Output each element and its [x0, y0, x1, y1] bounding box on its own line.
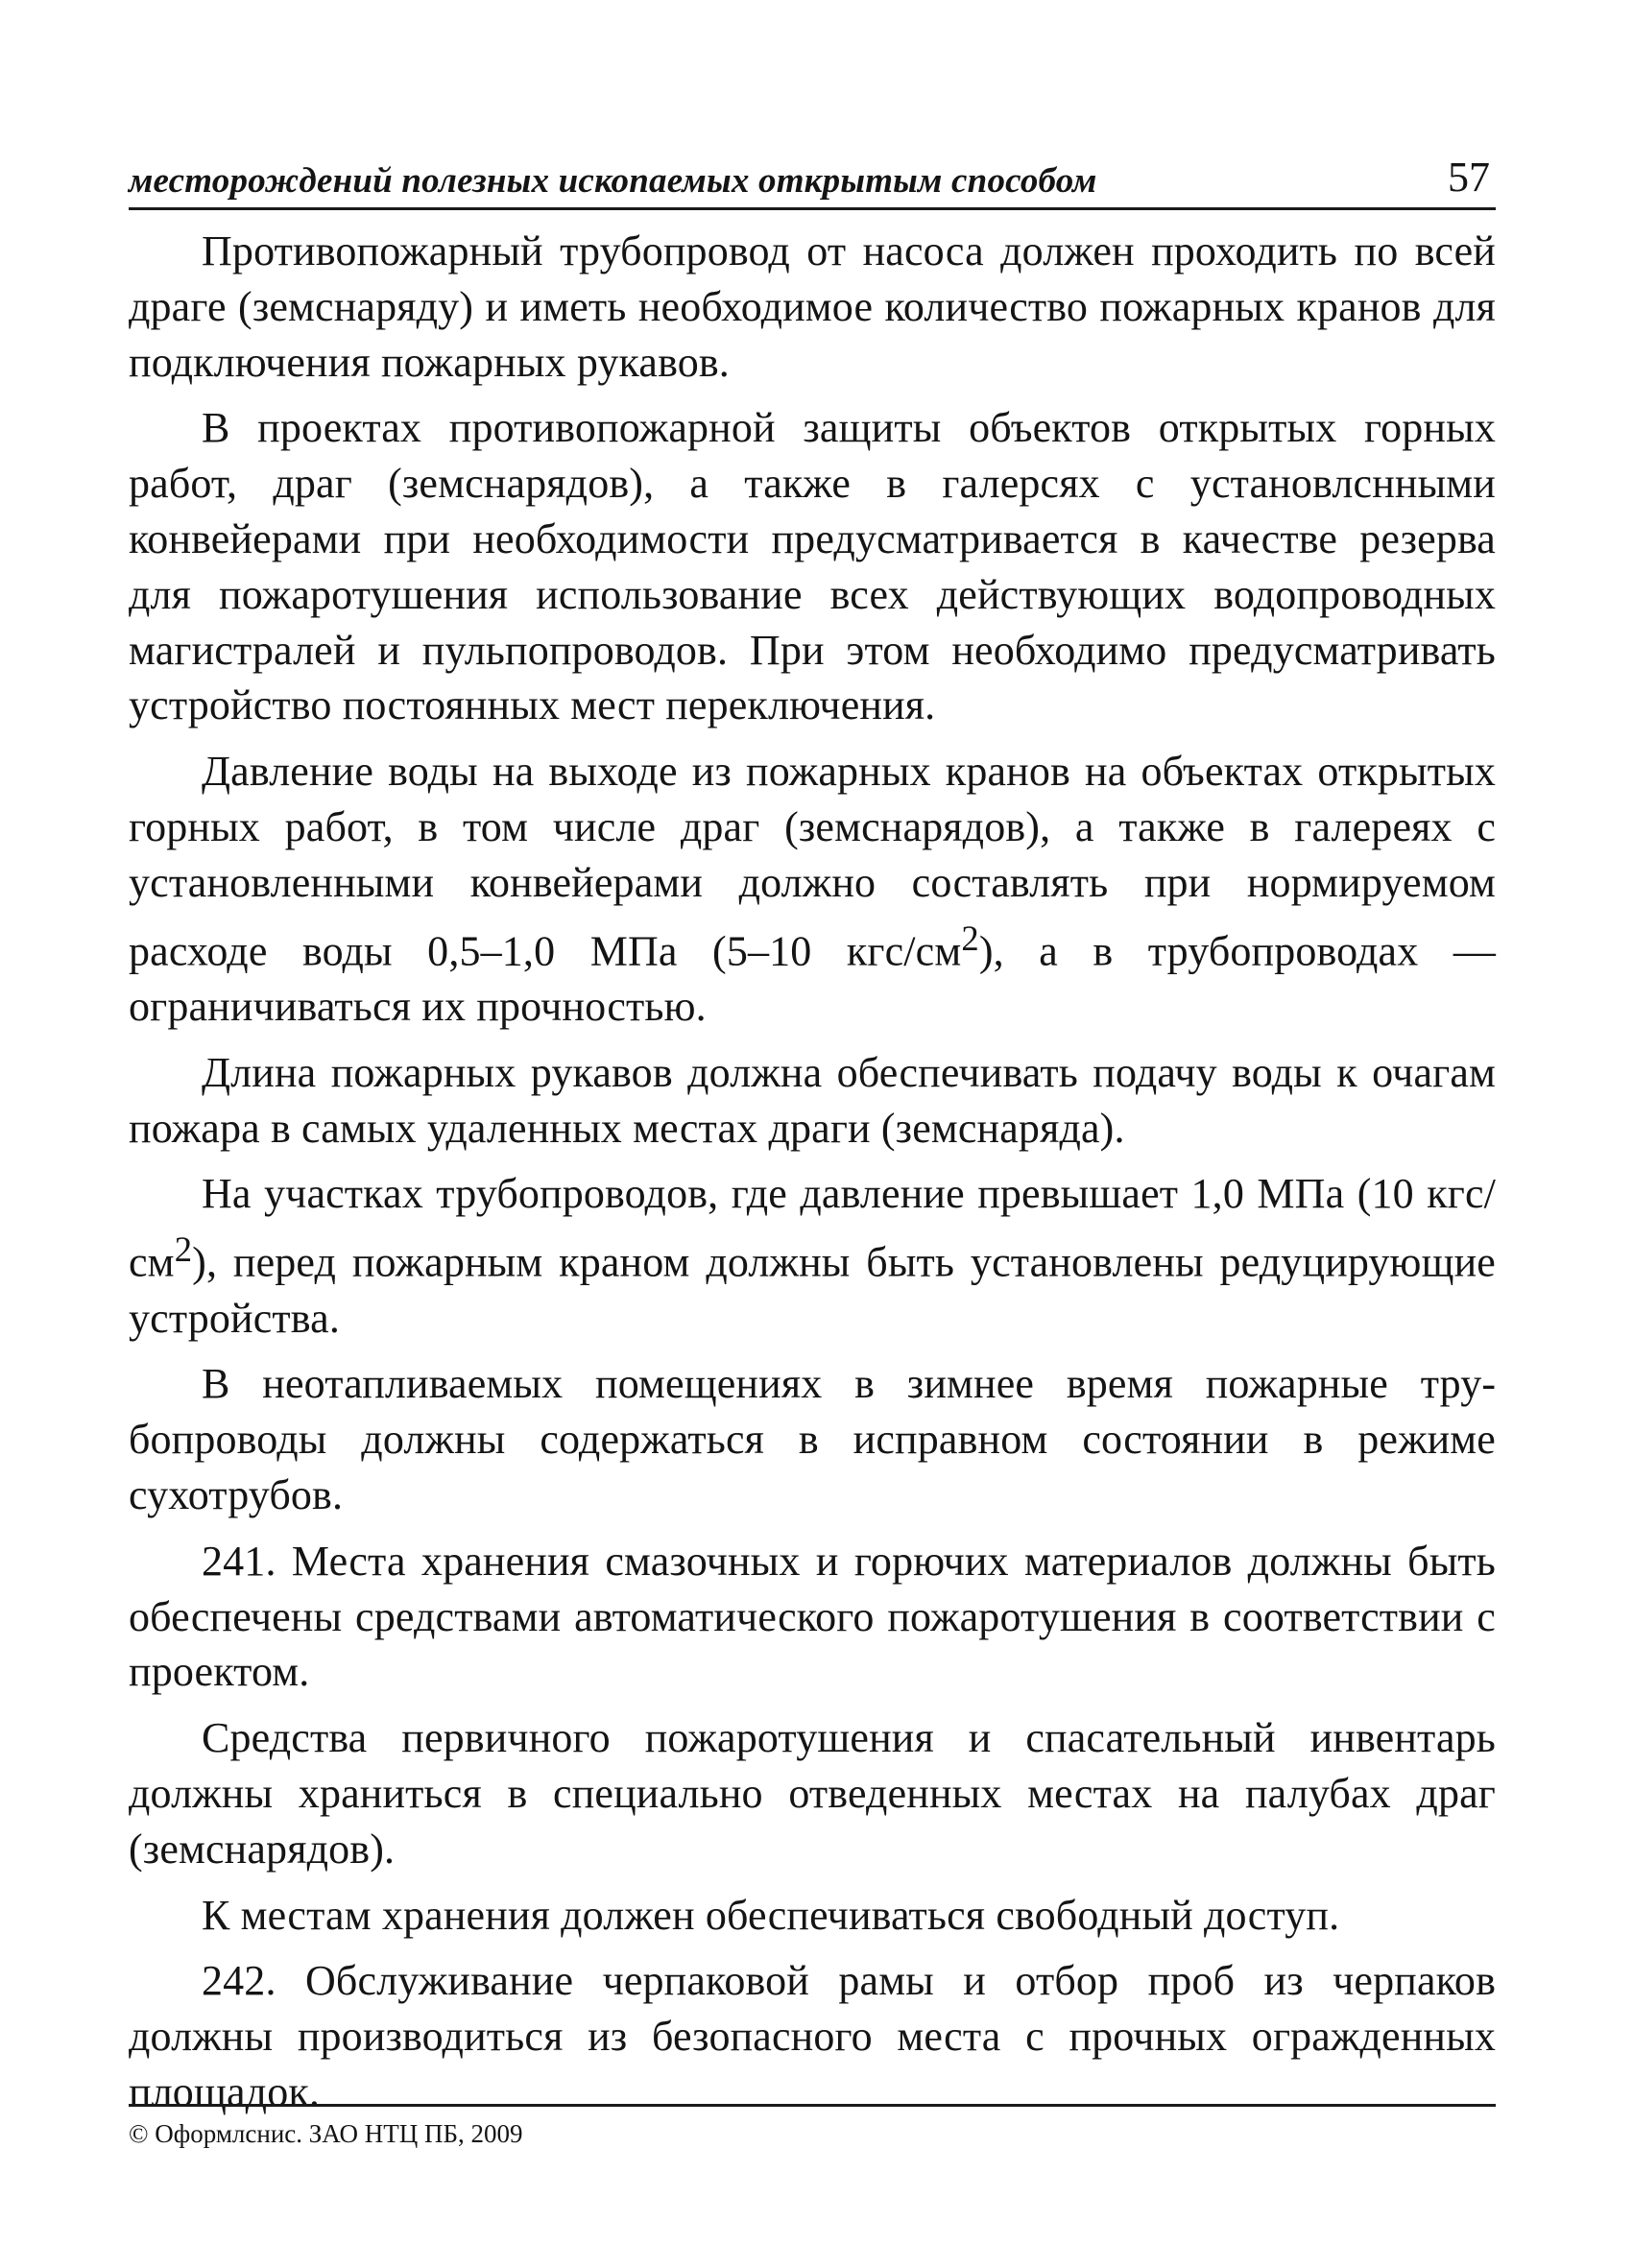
body-text — [129, 224, 1496, 2131]
paragraph-text: ), перед пожарным краном должны быть установлены редуцирующие устройства. — [129, 1238, 1496, 1342]
paragraph — [129, 744, 1496, 1035]
superscript: 2 — [961, 918, 979, 958]
paragraph: В проектах противопожарной защиты объектов открытых горных работ, драг (земснарядов), а также в галерсях с установлснными конвейерами при необходимости предусматривается в качестве резерва для пожаротушения использование всех действующих водопроводных магистралей и пульпопроводов. При этом необходимо предусматривать устройство постоянных мест переключения. — [129, 404, 1496, 729]
footer-divider — [129, 2104, 1496, 2107]
paragraph: Средства первичного пожаротушения и спасательный инвентарь должны храниться в специально отведенных местах на палубах драг (земснарядов). — [129, 1714, 1496, 1873]
paragraph: В неотапливаемых помещениях в зимнее время пожарные трубопроводы должны содержаться в исправном состоянии в режиме сухотрубов. — [129, 1360, 1496, 1519]
paragraph: К местам хранения должен обеспечиваться свободный доступ. — [202, 1891, 1340, 1939]
paragraph-text: На участках трубопроводов, где давление превышает 1,0 МПа (10 кгс/см — [129, 1170, 1496, 1286]
paragraph-text: ), а в трубопроводах — ограничиваться их прочностью. — [129, 927, 1496, 1031]
paragraph-text: Давление воды на выходе из пожарных кранов на объектах открытых горных работ, в том числе драг (земснарядов), а также в галереях с установленными конвейерами должно составлять при нормируемом расходе воды 0,5–1,0 МПа (5–10 кгс/см — [129, 748, 1496, 975]
copyright-note: © Оформлснис. ЗАО НТЦ ПБ, 2009 — [129, 2119, 523, 2148]
paragraph: Длина пожарных рукавов должна обеспечивать подачу воды к очагам пожара в самых удаленных местах драги (земснаряда). — [129, 1048, 1496, 1152]
paragraph: Противопожарный трубопровод от насоса должен проходить по всей драге (земснаряду) и иметь необходимое количество пожарных кранов для подключения пожарных рукавов. — [129, 227, 1496, 386]
paragraph — [129, 1166, 1496, 1346]
paragraph: 241. Места хранения смазочных и горючих материалов должны быть обеспечены средствами автоматического пожаротушения в соответствии с проектом. — [129, 1537, 1496, 1696]
superscript: 2 — [174, 1229, 193, 1270]
running-title: месторождений полезных ископаемых открытым способом — [129, 161, 1097, 201]
paragraph: 242. Обслуживание черпаковой рамы и отбор проб из черпаков должны производиться из безопасного места с прочных огражденных площадок. — [129, 1957, 1496, 2116]
running-header — [129, 154, 1496, 210]
page-number: 57 — [1448, 154, 1490, 201]
